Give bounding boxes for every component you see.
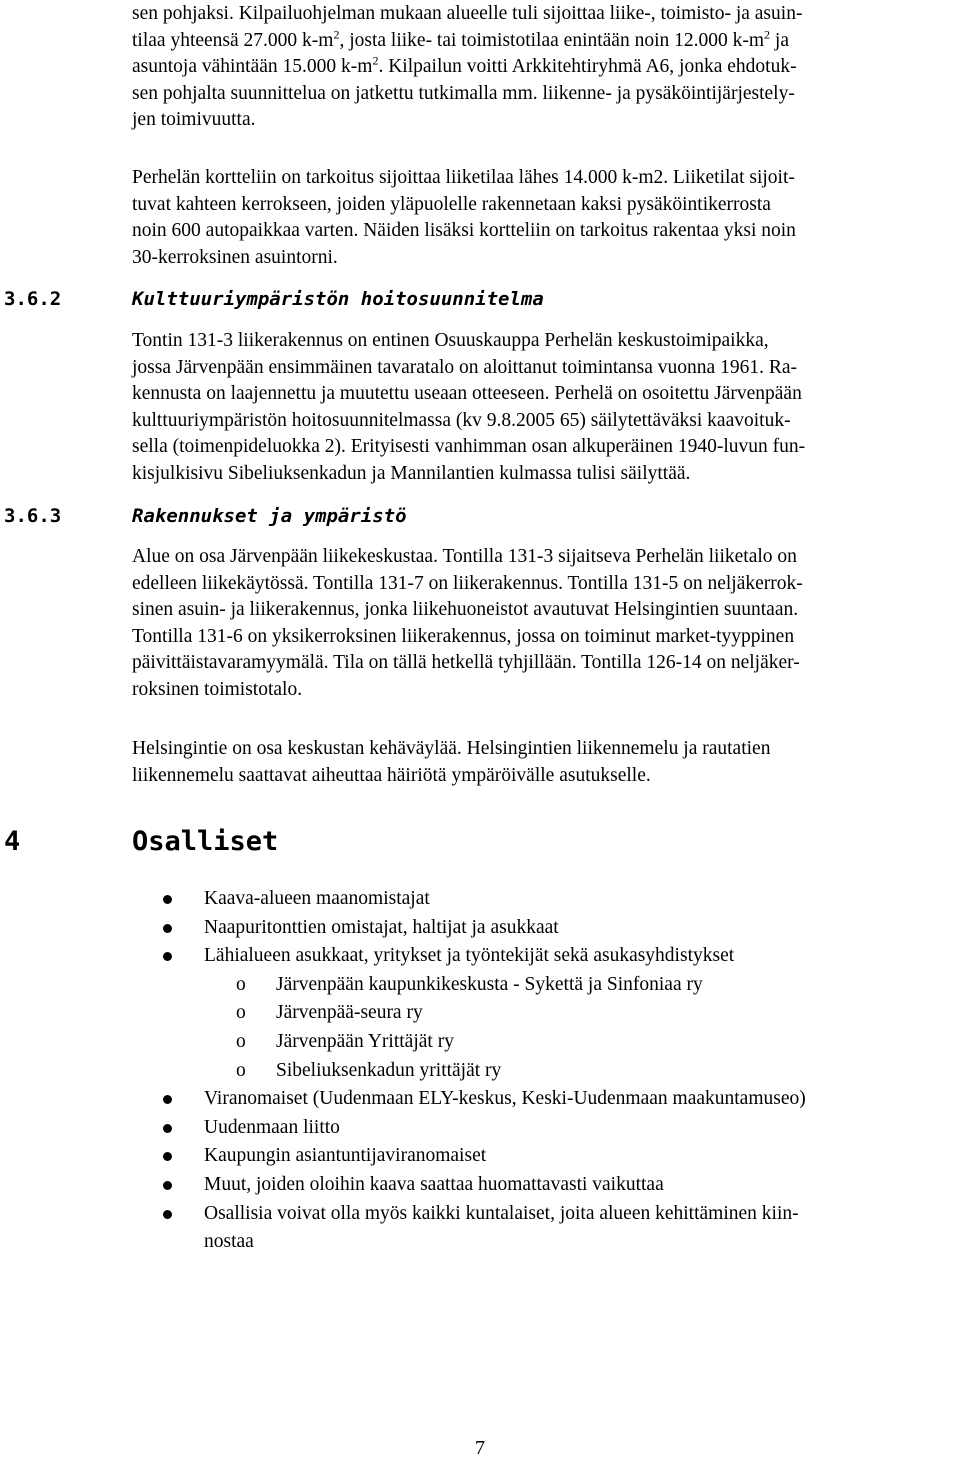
text-line: päivittäistavaramyymälä. Tila on tällä hetkellä tyhjillään. Tontilla 126-14 on neljäker-	[132, 652, 800, 673]
circle-bullet-icon: o	[236, 973, 246, 995]
text-line: Helsingintie on osa keskustan kehäväylää. Helsingintien liikennemelu ja rautatien	[132, 738, 771, 759]
text-line: Tontilla 131-6 on yksikerroksinen liikerakennus, jossa on toiminut market-tyyppinen	[132, 625, 795, 647]
sub-list-item: o Sibeliuksenkadun yrittäjät ry	[204, 1057, 960, 1086]
text-line: tilaa yhteensä 27.000 $k-m^2$, josta liike- tai toimistotilaa enintään noin 12.000 $k-m^2$ ja	[132, 27, 789, 51]
text-line: 30-kerroksinen asuintorni.	[132, 246, 338, 268]
text-line: asuntoja vähintään 15.000 $k-m^2$. Kilpailun voitti Arkkitehtiryhmä A6, jonka ehdotuk-	[132, 53, 797, 77]
helsingintie-paragraph	[132, 736, 952, 789]
sub-list	[204, 971, 960, 1085]
bullet-icon	[163, 895, 172, 904]
list-item: Viranomaiset (Uudenmaan ELY-keskus, Keski-Uudenmaan maakuntamuseo)	[0, 1085, 960, 1114]
text-line: sen pohjalta suunnittelua on jatkettu tutkimalla mm. liikenne- ja pysäköintijärjestely-	[132, 82, 795, 104]
circle-bullet-icon: o	[236, 1030, 246, 1052]
list-item: Uudenmaan liitto	[0, 1114, 960, 1143]
text-line: liikennemelu saattavat aiheuttaa häiriötä ympäröivälle asutukselle.	[132, 764, 651, 786]
text-line: noin 600 autopaikkaa varten. Näiden lisäksi kortteliin on tarkoitus rakentaa yksi noin	[132, 220, 796, 241]
perhela-paragraph	[132, 165, 952, 271]
section-title: Kulttuuriympäristön hoitosuunnitelma	[132, 288, 544, 310]
text-line: edelleen liikekäytössä. Tontilla 131-7 on liikerakennus. Tontilla 131-5 on neljäkerrok-	[132, 572, 803, 594]
text-line: sinen asuin- ja liikerakennus, jonka liikehuoneistot avautuvat Helsingintien suuntaan.	[132, 599, 799, 620]
chapter-heading-4	[4, 826, 278, 858]
list-item: Naapuritonttien omistajat, haltijat ja asukkaat	[0, 914, 960, 943]
circle-bullet-icon: o	[236, 1059, 246, 1081]
section-heading-3-6-2	[4, 287, 544, 311]
list-item: Muut, joiden oloihin kaava saattaa huomattavasti vaikuttaa	[0, 1171, 960, 1200]
bullet-icon	[163, 1095, 172, 1104]
osalliset-list	[0, 885, 960, 1257]
section-heading-3-6-3	[4, 504, 407, 528]
sub-list-item: o Järvenpää-seura ry	[204, 999, 960, 1028]
list-item: Kaava-alueen maanomistajat	[0, 885, 960, 914]
text-line: sen pohjaksi. Kilpailuohjelman mukaan alueelle tuli sijoittaa liike-, toimisto- ja asuin-	[132, 3, 803, 24]
text-line: roksinen toimistotalo.	[132, 678, 303, 700]
text-line: jossa Järvenpään ensimmäinen tavaratalo on aloittanut toimintansa vuonna 1961. Ra-	[132, 356, 797, 378]
text-line: kennusta on laajennettu ja muutettu useaan otteeseen. Perhelä on osoitettu Järvenpään	[132, 383, 802, 404]
intro-paragraph	[132, 1, 952, 134]
text-line: jen toimivuutta.	[132, 109, 256, 130]
section-number: 3.6.3	[4, 505, 62, 527]
bullet-icon	[163, 1152, 172, 1161]
text-line: tuvat kahteen kerrokseen, joiden yläpuolelle rakennetaan kaksi pysäköintikerrosta	[132, 193, 771, 215]
section-number: 3.6.2	[4, 288, 62, 310]
rakennukset-paragraph	[132, 544, 952, 703]
text-line: kisjulkisivu Sibeliuksenkadun ja Mannilantien kulmassa tulisi säilyttää.	[132, 462, 691, 484]
page-number: 7	[475, 1437, 485, 1459]
text-line: kulttuuriympäristön hoitosuunnitelmassa (kv 9.8.2005 65) säilytettäväksi kaavoituk-	[132, 409, 791, 431]
sub-list-item: o Järvenpään Yrittäjät ry	[204, 1028, 960, 1057]
section-title: Rakennukset ja ympäristö	[132, 505, 407, 527]
circle-bullet-icon: o	[236, 1002, 246, 1024]
chapter-number: 4	[4, 826, 21, 857]
bullet-icon	[163, 952, 172, 961]
bullet-icon	[163, 1124, 172, 1133]
bullet-icon	[163, 1181, 172, 1190]
kulttuuri-paragraph	[132, 328, 952, 487]
bullet-icon	[163, 1210, 172, 1219]
sub-list-item: o Järvenpään kaupunkikeskusta - Sykettä ja Sinfoniaa ry	[204, 971, 960, 1000]
chapter-title: Osalliset	[132, 826, 279, 857]
list-item: Kaupungin asiantuntijaviranomaiset	[0, 1142, 960, 1171]
text-line: sella (toimenpideluokka 2). Erityisesti vanhimman osan alkuperäinen 1940-luvun fun-	[132, 436, 806, 457]
bullet-icon	[163, 924, 172, 933]
text-line: Alue on osa Järvenpään liikekeskustaa. Tontilla 131-3 sijaitseva Perhelän liiketalo on	[132, 546, 797, 567]
text-line: Tontin 131-3 liikerakennus on entinen Osuuskauppa Perhelän keskustoimipaikka,	[132, 330, 769, 351]
text-line: Perhelän kortteliin on tarkoitus sijoittaa liiketilaa lähes 14.000 k-m2. Liiketilat sijoit-	[132, 167, 795, 188]
list-item: Osallisia voivat olla myös kaikki kuntalaiset, joita alueen kehittäminen kiin- nostaa	[0, 1200, 960, 1257]
list-item: Lähialueen asukkaat, yritykset ja työntekijät sekä asukasyhdistykset o Järvenpään kaupunkikeskusta - Sykettä ja Sinfoniaa ry o Järvenpää-seura ry o Järvenpään Yrittäjät ry o Sibeliuksenkadun yrittäjät ry	[0, 942, 960, 1085]
